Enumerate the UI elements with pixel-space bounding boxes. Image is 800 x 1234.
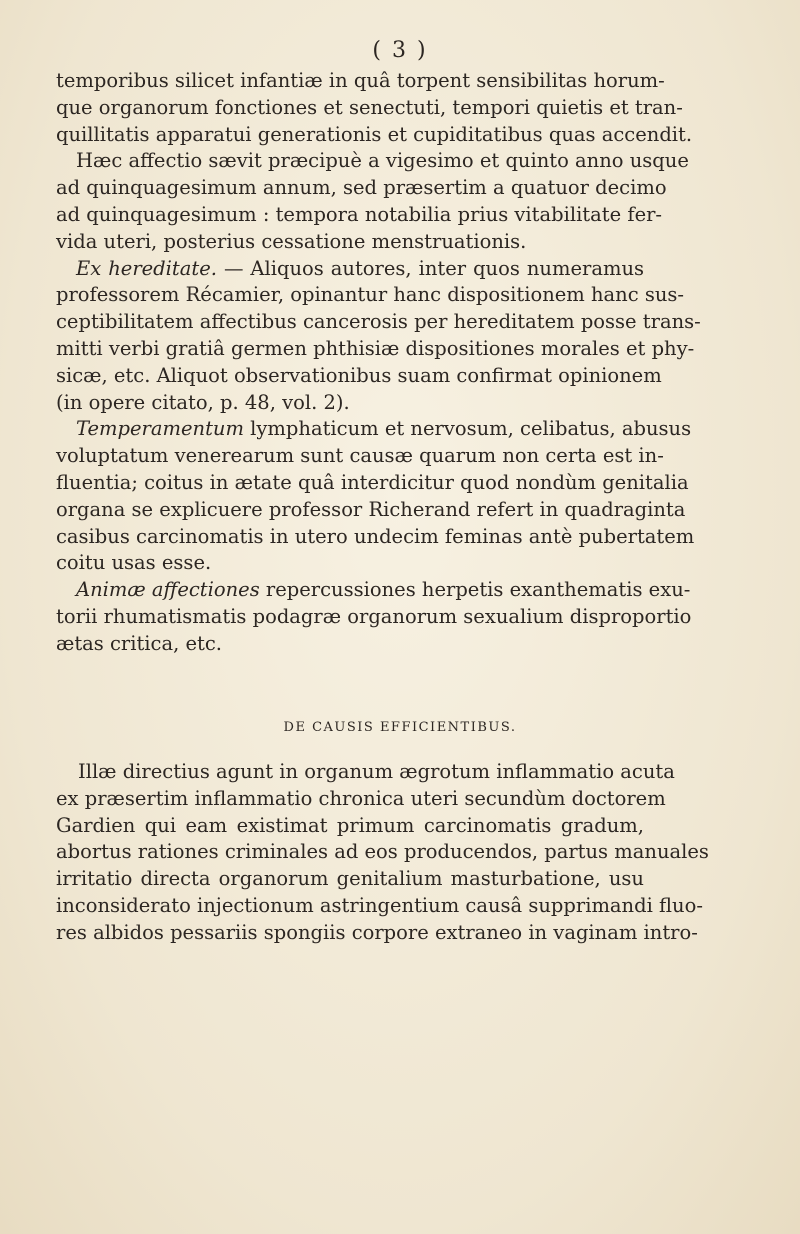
text-line: quillitatis apparatui generationis et cupiditatibus quas accendit.: [56, 122, 693, 146]
text-line: [56, 256, 644, 283]
text-run: lymphaticum et nervosum, celibatus, abusus: [243, 417, 692, 441]
text-run: repercussiones herpetis exanthematis exu-: [259, 578, 691, 602]
text-run: — Aliquos autores, inter quos numeramus: [216, 256, 645, 280]
text-line: irritatio directa organorum genitalium masturbatione, usu: [56, 867, 644, 891]
text-line: sicæ, etc. Aliquot observationibus suam confirmat opinionem: [56, 363, 662, 387]
text-line: vida uteri, posterius cessatione menstruationis.: [56, 229, 527, 253]
text-line: temporibus silicet infantiæ in quâ torpent sensibilitas horum-: [56, 69, 665, 92]
text-line: mitti verbi gratiâ germen phthisiæ dispositiones morales et phy-: [56, 336, 695, 360]
page-number: ( 3 ): [372, 38, 428, 63]
text-line: [56, 577, 691, 604]
text-line: organa se explicuere professor Richerand refert in quadraginta: [56, 497, 686, 521]
text-line: abortus rationes criminales ad eos producendos, partus manuales: [56, 840, 709, 864]
text-line: que organorum fonctiones et senectuti, tempori quietis et tran-: [56, 95, 683, 119]
text-line: voluptatum venerearum sunt causæ quarum non certa est in-: [56, 444, 664, 468]
italic-lead: Ex hereditate.: [76, 256, 217, 280]
text-line: ad quinquagesimum : tempora notabilia prius vitabilitate fer-: [56, 202, 663, 226]
text-line: professorem Récamier, opinantur hanc dispositionem hanc sus-: [56, 283, 685, 307]
text-line: ceptibilitatem affectibus cancerosis per hereditatem posse trans-: [56, 310, 701, 334]
text-line: torii rhumatismatis podagræ organorum sexualium disproportio: [56, 604, 692, 628]
second-text-block: [56, 759, 709, 947]
text-line: Gardien qui eam existimat primum carcinomatis gradum,: [56, 813, 644, 837]
text-line: coitu usas esse.: [56, 551, 212, 575]
text-line: (in opere citato, p. 48, vol. 2).: [56, 390, 350, 414]
text-line: ætas critica, etc.: [56, 631, 222, 655]
section-heading: DE CAUSIS EFFICIENTIBUS.: [283, 720, 517, 735]
text-line: Hæc affectio sævit præcipuè a vigesimo et quinto anno usque: [76, 149, 689, 173]
text-line: ad quinquagesimum annum, sed præsertim a quatuor decimo: [56, 176, 667, 200]
text-line: casibus carcinomatis in utero undecim feminas antè pubertatem: [56, 524, 695, 548]
text-line: res albidos pessariis spongiis corpore extraneo in vaginam intro-: [56, 920, 698, 944]
text-line: Illæ directius agunt in organum ægrotum inflammatio acuta: [78, 760, 675, 783]
text-line: [56, 416, 692, 443]
text-line: inconsiderato injectionum astringentium causâ supprimandi fluo-: [56, 893, 703, 917]
text-line: ex præsertim inflammatio chronica uteri secundùm doctorem: [56, 786, 666, 810]
italic-lead: Animæ affectiones: [76, 578, 260, 602]
main-text-block: [56, 68, 701, 658]
text-line: fluentia; coitus in ætate quâ interdicitur quod nondùm genitalia: [56, 470, 689, 494]
italic-lead: Temperamentum: [76, 417, 244, 441]
